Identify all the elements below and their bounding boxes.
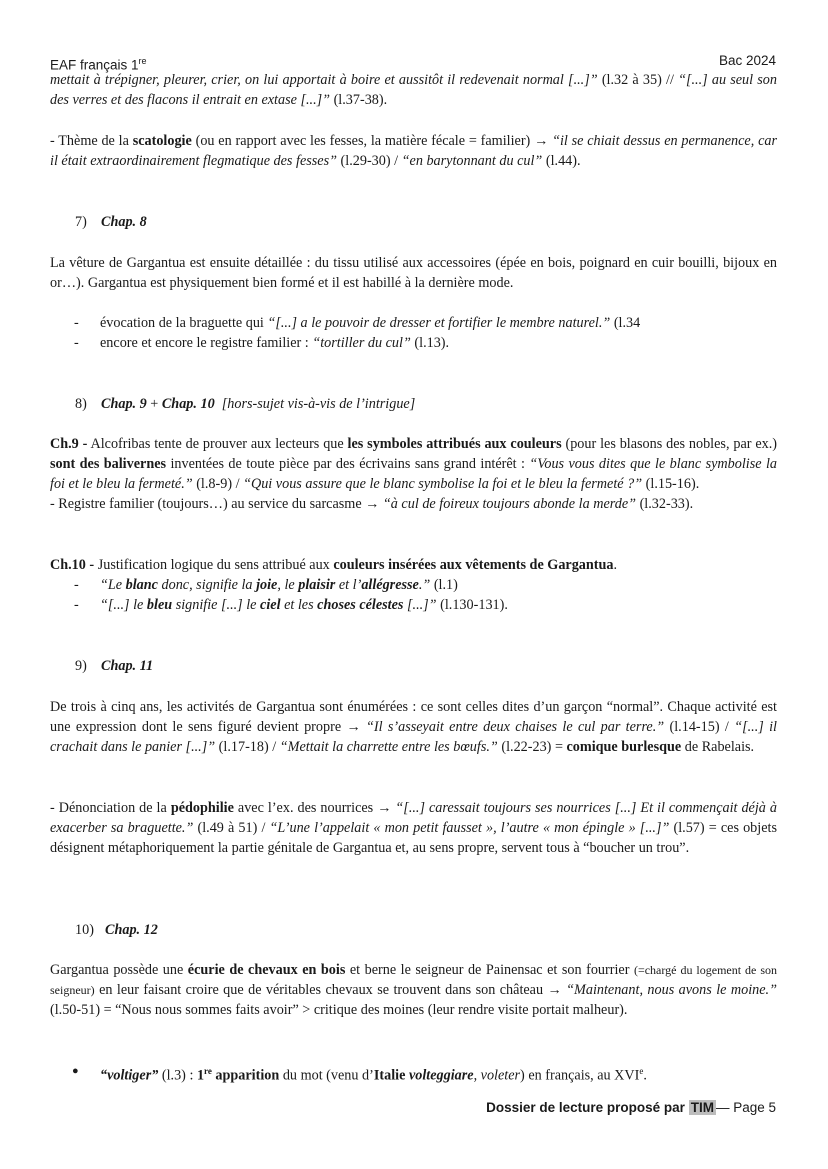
paragraph-chap10: Ch.10 - Justification logique du sens attribué aux couleurs insérées aux vêtements de Gargantua.: [50, 557, 618, 573]
list-item: ● “voltiger” (l.3) : 1re apparition du mot (venu d’Italie volteggiare, voleter) en français, au XVIe.: [72, 1065, 647, 1084]
list-item: - “[...] le bleu signifie [...] le ciel et les choses célestes [...]” (l.130-131).: [74, 597, 508, 613]
list-item: - évocation de la braguette qui “[...] a le pouvoir de dresser et fortifier le membre naturel.” (l.34: [74, 315, 641, 331]
paragraph-continued: mettait à trépigner, pleurer, crier, on lui apportait à boire et aussitôt il redevenait normal [...]” (l.32 à 35) // “[...] au seul son des verres et des flacons il entrait en extase [...]” (l.37-38).: [50, 72, 777, 108]
list-item: - encore et encore le registre familier : “tortiller du cul” (l.13).: [74, 335, 450, 351]
paragraph-chap12: Gargantua possède une écurie de chevaux en bois et berne le seigneur de Painensac et son fourrier (=chargé du logement de son seigneur) en leur faisant croire que de véritables chevaux se trouvent dans son château → “Maintenant, nous avons le moine.” (l.50-51) = “Nous nous sommes faits avoir” > critique des moines (leur rendre visite portait malheur).: [50, 962, 777, 1018]
page-footer: Dossier de lecture proposé par TIM — Page 5: [486, 1100, 776, 1115]
paragraph-chap11: De trois à cinq ans, les activités de Gargantua sont énumérées : ce sont celles dites d’un garçon “normal”. Chaque activité est une expression dont le sens figuré devient propre → “Il s’asseyait entre deux chaises le cul par terre.” (l.14-15) / “[...] il crachait dans le panier [...]” (l.17-18) / “Mettait la charrette entre les bœufs.” (l.22-23) = comique burlesque de Rabelais.: [50, 699, 777, 755]
section-heading-9: 9) Chap. 11: [75, 658, 154, 674]
section-heading-8: 8) Chap. 9 + Chap. 10 [hors-sujet vis-à-vis de l’intrigue]: [75, 396, 416, 412]
header-exam-year: Bac 2024: [718, 53, 776, 68]
author-highlight: TIM: [690, 1100, 714, 1115]
bullet-voltiger: [72, 1061, 772, 1086]
header-course: EAF français 1re: [50, 56, 147, 73]
paragraph-pedophilie: - Dénonciation de la pédophilie avec l’ex. des nourrices → “[...] caressait toujours ses nourrices [...] Et il commençait déjà à exacerber sa braguette.” (l.49 à 51) / “L’une l’appelait « mon petit fausset », l’autre « mon épingle » [...]” (l.57) = ces objets désignent métaphoriquement la partie génitale de Gargantua et, au sens propre, servent tous à “boucher un trou”.: [50, 800, 777, 856]
paragraph-chap9: Ch.9 - Alcofribas tente de prouver aux lecteurs que les symboles attribués aux couleurs (pour les blasons des nobles, par ex.) sont des balivernes inventées de toute pièce par des écrivains sans grand intérêt : “Vous vous dites que le blanc symbolise la foi et le bleu la fermeté.” (l.8-9) / “Qui vous assure que le blanc symbolise la foi et le bleu la fermeté ?” (l.15-16). - Registre familier (toujours…) au service du sarcasme → “à cul de foireux toujours abonde la merde” (l.32-33).: [50, 436, 777, 512]
list-item: - “Le blanc donc, signifie la joie, le plaisir et l’allégresse.” (l.1): [74, 577, 458, 593]
list-chap10: [74, 575, 774, 615]
section-heading-7: 7) Chap. 8: [75, 214, 147, 230]
paragraph-scatologie: - Thème de la scatologie (ou en rapport avec les fesses, la matière fécale = familier) → “il se chiait dessus en permanence, car il était extraordinairement flegmatique des fesses” (l.29-30) / “en barytonnant du cul” (l.44).: [50, 133, 777, 169]
list-chap8: [74, 313, 774, 353]
paragraph-chap8: La vêture de Gargantua est ensuite détaillée : du tissu utilisé aux accessoires (épée en bois, poignard en cuir bouilli, bijoux en or…). Gargantua est physiquement bien formé et il est habillé à la dernière mode.: [50, 255, 777, 291]
section-heading-10: 10) Chap. 12: [75, 922, 158, 938]
